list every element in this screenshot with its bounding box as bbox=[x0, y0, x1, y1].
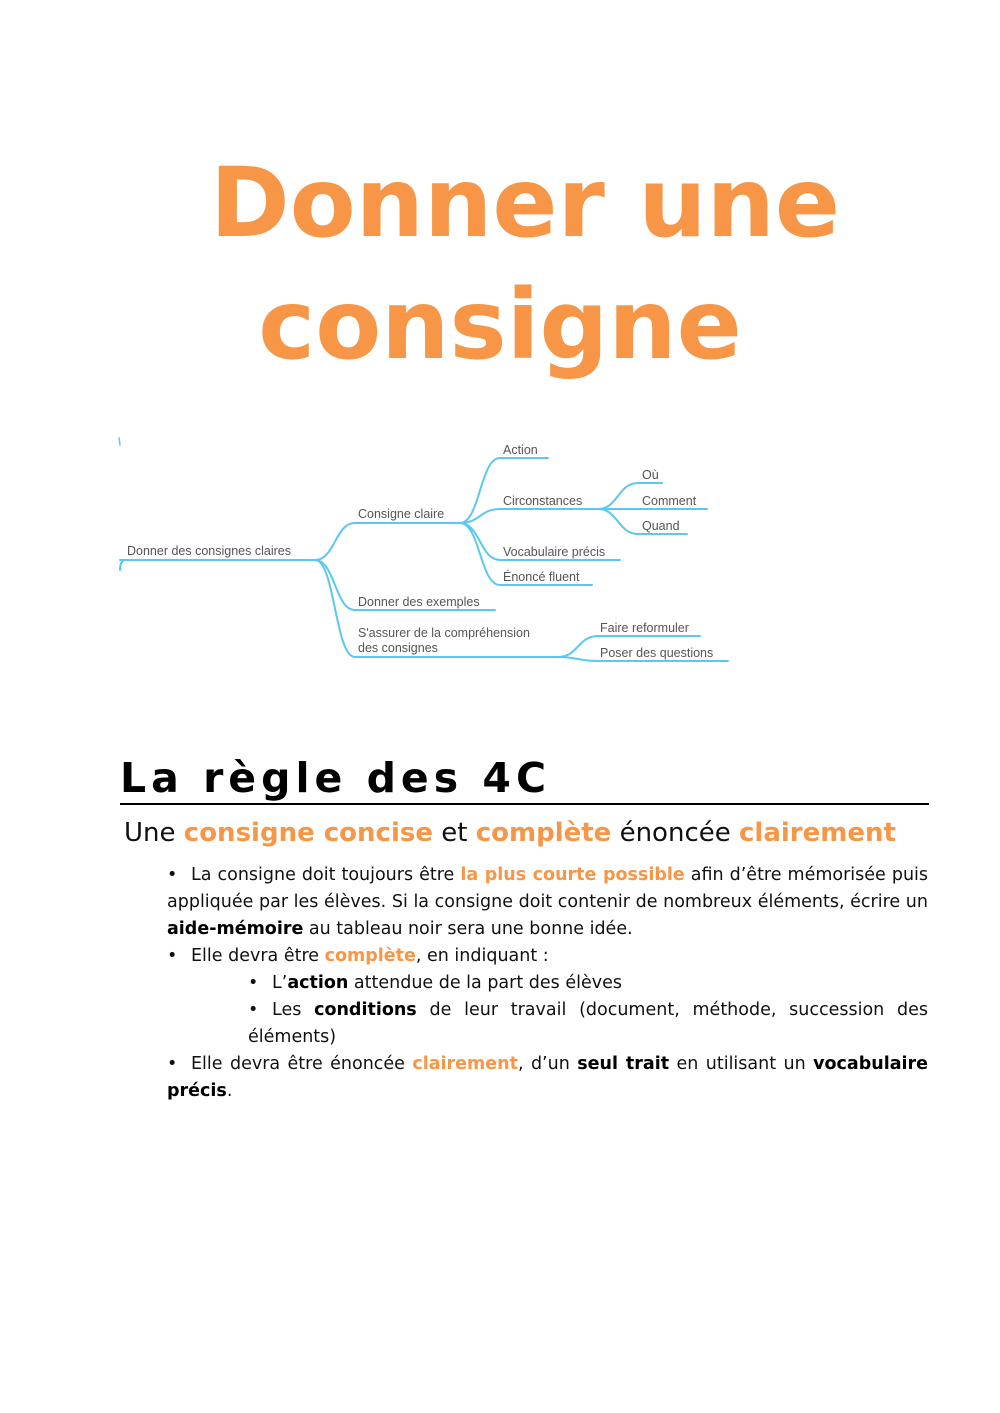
list-highlight: complète bbox=[324, 946, 416, 966]
node-vocabulaire: Vocabulaire précis bbox=[503, 545, 606, 559]
subtitle-highlight: consigne concise bbox=[183, 818, 433, 848]
list-item bbox=[167, 1051, 928, 1105]
bullet-icon: • bbox=[248, 973, 259, 993]
node-enonce: Énoncé fluent bbox=[503, 570, 580, 584]
subtitle-highlight: complète bbox=[475, 818, 612, 848]
list-text: La consigne doit toujours être bbox=[191, 865, 461, 885]
node-quand: Quand bbox=[642, 519, 680, 533]
node-exemples: Donner des exemples bbox=[358, 595, 480, 609]
list-item bbox=[248, 970, 928, 997]
list-highlight: la plus courte possible bbox=[460, 865, 685, 885]
page-title-line-2: consigne bbox=[258, 269, 742, 381]
branch-action bbox=[460, 458, 548, 523]
node-consigne-claire: Consigne claire bbox=[358, 507, 445, 521]
list-text: . bbox=[226, 1081, 233, 1101]
mind-map bbox=[110, 430, 750, 680]
node-questions: Poser des questions bbox=[600, 646, 714, 660]
node-comment: Comment bbox=[642, 494, 697, 508]
list-bold: conditions bbox=[314, 1000, 417, 1020]
branch-circonstances bbox=[460, 509, 598, 523]
subtitle-text: Une bbox=[124, 818, 184, 848]
node-circonstances: Circonstances bbox=[503, 494, 583, 508]
list-text: attendue de la part des élèves bbox=[348, 973, 622, 993]
node-ou: Où bbox=[642, 468, 659, 482]
list-bold: seul trait bbox=[577, 1054, 670, 1074]
list-text: L’ bbox=[272, 973, 288, 993]
bullet-icon: • bbox=[167, 1054, 178, 1074]
rules-list bbox=[167, 862, 928, 1105]
subtitle-text: et bbox=[432, 818, 476, 848]
bullet-icon: • bbox=[167, 946, 178, 966]
list-bold: action bbox=[287, 973, 349, 993]
list-highlight: clairement bbox=[412, 1054, 518, 1074]
section-subtitle bbox=[124, 815, 896, 851]
branch-consigne-claire bbox=[315, 523, 460, 560]
page-title-line-1: Donner une bbox=[210, 147, 840, 259]
heading-rule bbox=[120, 803, 929, 805]
list-text: au tableau noir sera une bonne idée. bbox=[303, 919, 633, 939]
node-action: Action bbox=[503, 443, 538, 457]
list-item bbox=[167, 862, 928, 943]
list-text: Les bbox=[272, 1000, 315, 1020]
branch-root-tail bbox=[120, 560, 124, 570]
node-assurer-line-1: S'assurer de la compréhension bbox=[358, 626, 530, 640]
list-item bbox=[248, 997, 928, 1051]
node-reformuler: Faire reformuler bbox=[600, 621, 689, 635]
list-text: , en indiquant : bbox=[415, 946, 549, 966]
list-text: Elle devra être énoncée bbox=[191, 1054, 413, 1074]
list-text: afin d’être mémorisée puis appliquée par les élèves. Si la consigne doit contenir de nombreux éléments, écrire un bbox=[167, 865, 929, 912]
subtitle-text: énoncée bbox=[611, 818, 739, 848]
subtitle-highlight: clairement bbox=[739, 818, 896, 848]
list-text: Elle devra être bbox=[191, 946, 325, 966]
bullet-icon: • bbox=[248, 1000, 259, 1020]
list-item bbox=[167, 943, 928, 970]
list-text: en utilisant un bbox=[669, 1054, 814, 1074]
list-text: de leur travail (document, méthode, succession des éléments) bbox=[248, 1000, 929, 1047]
section-heading: La règle des 4C bbox=[120, 754, 552, 802]
node-assurer-line-2: des consignes bbox=[358, 641, 438, 655]
branch-mark bbox=[119, 438, 120, 445]
list-bold: aide-mémoire bbox=[167, 919, 304, 939]
list-bold: vocabulaire précis bbox=[167, 1054, 929, 1101]
bullet-icon: • bbox=[167, 865, 178, 885]
node-root: Donner des consignes claires bbox=[127, 544, 291, 558]
list-text: , d’un bbox=[517, 1054, 578, 1074]
